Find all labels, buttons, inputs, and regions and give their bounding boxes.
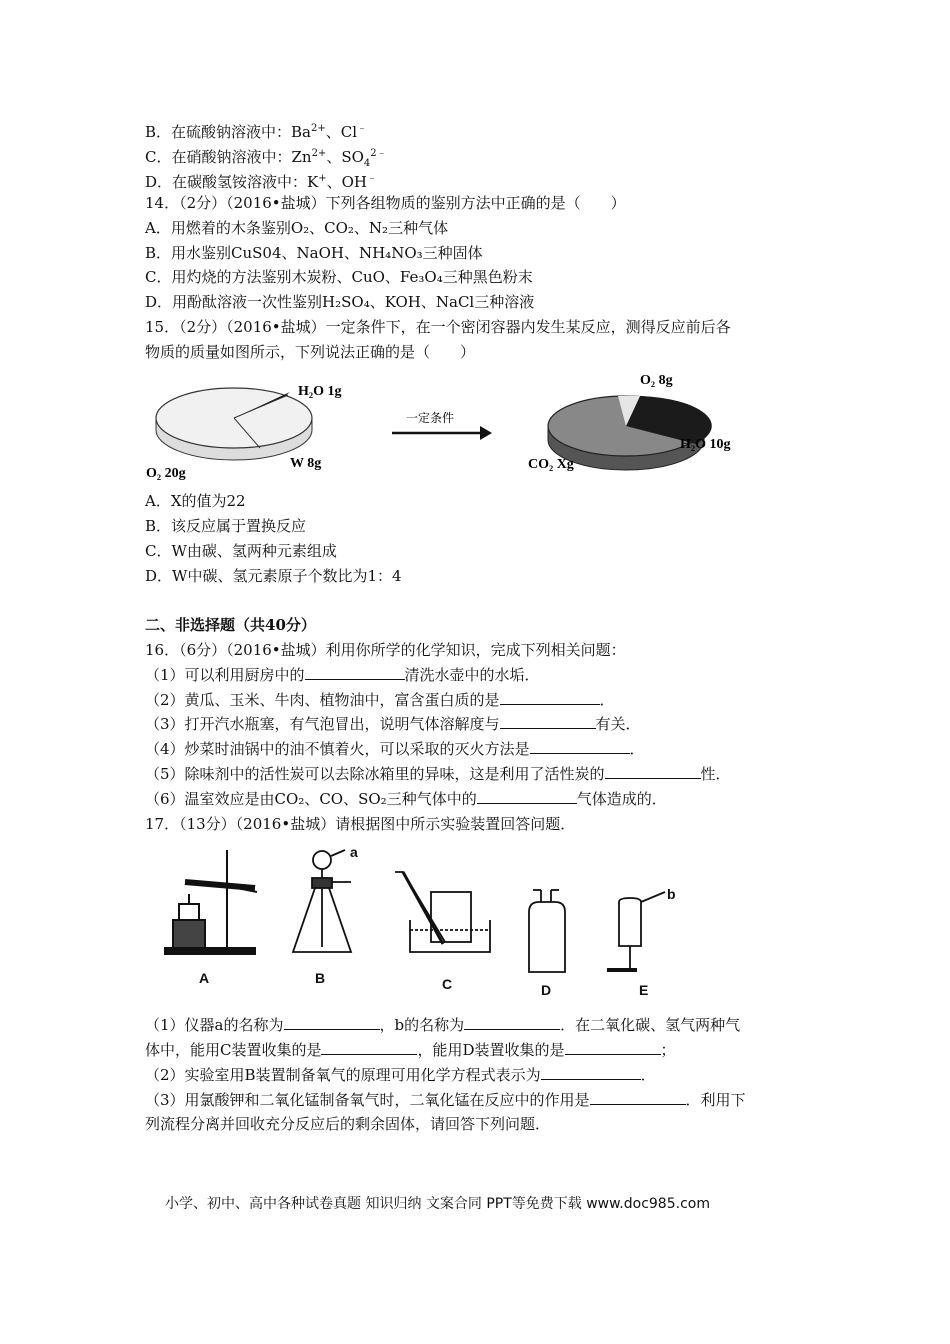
q17-line3: （2）实验室用B装置制备氧气的原理可用化学方程式表示为 ．	[145, 1066, 656, 1084]
q14-option-c: C．用灼烧的方法鉴别木炭粉、CuO、Fe₃O₄三种黑色粉末	[145, 268, 533, 286]
apparatus-e	[607, 892, 665, 970]
apparatus-a	[165, 850, 257, 954]
q16-blank5[interactable]	[605, 764, 701, 779]
q17-line1: （1）仪器a的名称为 ，b的名称为 ．在二氧化碳、氢气两种气	[145, 1016, 741, 1034]
apparatus-svg	[145, 842, 705, 1002]
q13-option-c: C．在硝酸钠溶液中：$Zn^{2+}$、$SO_4^{2﹣}$	[145, 148, 387, 169]
q16-blank4[interactable]	[530, 739, 630, 754]
q16-line5: （5）除味剂中的活性炭可以去除冰箱里的异味，这是利用了活性炭的 性．	[145, 765, 731, 783]
q16-line1: （1）可以利用厨房中的 清洗水壶中的水垢．	[145, 666, 540, 684]
q17-blank3[interactable]	[321, 1040, 417, 1055]
label-e: E	[639, 982, 649, 998]
pie-charts-svg	[140, 368, 780, 483]
label-before-o2: O₂ 20g	[146, 466, 186, 481]
q15-option-c: C．W由碳、氢两种元素组成	[145, 542, 337, 560]
reaction-arrow	[392, 426, 492, 440]
label-d: D	[541, 982, 552, 998]
q16-line2: （2）黄瓜、玉米、牛肉、植物油中，富含蛋白质的是 ．	[145, 691, 615, 709]
q17-blank4[interactable]	[565, 1040, 661, 1055]
q14-option-b: B．用水鉴别CuS04、NaOH、NH₄NO₃三种固体	[145, 244, 483, 262]
apparatus-c	[395, 872, 490, 952]
q17-apparatus-figure	[145, 842, 705, 1002]
label-small-b: b	[667, 886, 676, 902]
q16-line4: （4）炒菜时油锅中的油不慎着火，可以采取的灭火方法是 ．	[145, 740, 645, 758]
q15-figure	[140, 368, 780, 483]
q15-stem-line1: 15．（2分）（2016•盐城）一定条件下，在一个密闭容器内发生某反应，测得反应前后各	[145, 318, 731, 336]
q17-blank2[interactable]	[464, 1015, 560, 1030]
q17-blank1[interactable]	[284, 1015, 380, 1030]
q16-blank6[interactable]	[477, 789, 577, 804]
q15-option-b: B．该反应属于置换反应	[145, 517, 307, 535]
q16-stem: 16．（6分）（2016•盐城）利用你所学的化学知识，完成下列相关问题：	[145, 641, 626, 659]
q17-stem: 17．（13分）（2016•盐城）请根据图中所示实验装置回答问题．	[145, 815, 576, 833]
q17-blank6[interactable]	[590, 1090, 686, 1105]
q14-option-d: D．用酚酞溶液一次性鉴别H₂SO₄、KOH、NaCl三种溶液	[145, 293, 535, 311]
q13-option-d: D．在碳酸氢铵溶液中：K+、OH﹣	[145, 173, 378, 191]
section-2-heading: 二、非选择题（共40分）	[145, 616, 316, 634]
label-before-w: W 8g	[290, 456, 322, 471]
q14-stem: 14．（2分）（2016•盐城）下列各组物质的鉴别方法中正确的是（ ）	[145, 194, 626, 212]
q15-stem-line2: 物质的质量如图所示，下列说法正确的是（ ）	[145, 343, 476, 361]
q15-option-a: A．X的值为22	[145, 492, 246, 510]
q17-line5: 列流程分离并回收充分反应后的剩余固体，请回答下列问题．	[145, 1115, 551, 1133]
label-after-co2: CO₂ Xg	[528, 457, 574, 472]
label-after-o2: O₂ 8g	[640, 373, 673, 388]
apparatus-b	[293, 850, 351, 952]
q16-blank3[interactable]	[500, 714, 596, 729]
q16-line6: （6）温室效应是由CO₂、CO、SO₂三种气体中的 气体造成的．	[145, 790, 667, 808]
label-c: C	[442, 976, 453, 992]
q17-line4: （3）用氯酸钾和二氧化锰制备氧气时，二氧化锰在反应中的作用是 ．利用下	[145, 1091, 746, 1109]
q17-line2: 体中，能用C装置收集的是 ，能用D装置收集的是 ；	[145, 1041, 676, 1059]
page-footer: 小学、初中、高中各种试卷真题 知识归纳 文案合同 PPT等免费下载 www.doc985.com	[165, 1196, 710, 1212]
arrow-condition-label: 一定条件	[406, 411, 455, 425]
q16-blank1[interactable]	[305, 665, 405, 680]
apparatus-d	[529, 890, 565, 972]
q16-blank2[interactable]	[500, 690, 600, 705]
q14-option-a: A．用燃着的木条鉴别O₂、CO₂、N₂三种气体	[145, 219, 449, 237]
label-b: B	[315, 970, 326, 986]
pie-before	[156, 388, 312, 460]
label-after-h2o: H₂O 10g	[680, 437, 731, 452]
label-before-h2o: H₂O 1g	[298, 384, 342, 399]
q13-option-b: B．在硫酸钠溶液中：$Ba^{2+}$、Cl﹣	[145, 123, 368, 141]
q15-option-d: D．W中碳、氢元素原子个数比为1：4	[145, 567, 402, 585]
q16-line3: （3）打开汽水瓶塞，有气泡冒出，说明气体溶解度与 有关．	[145, 715, 641, 733]
q17-blank5[interactable]	[541, 1065, 641, 1080]
label-small-a: a	[350, 844, 358, 860]
label-a: A	[199, 970, 210, 986]
